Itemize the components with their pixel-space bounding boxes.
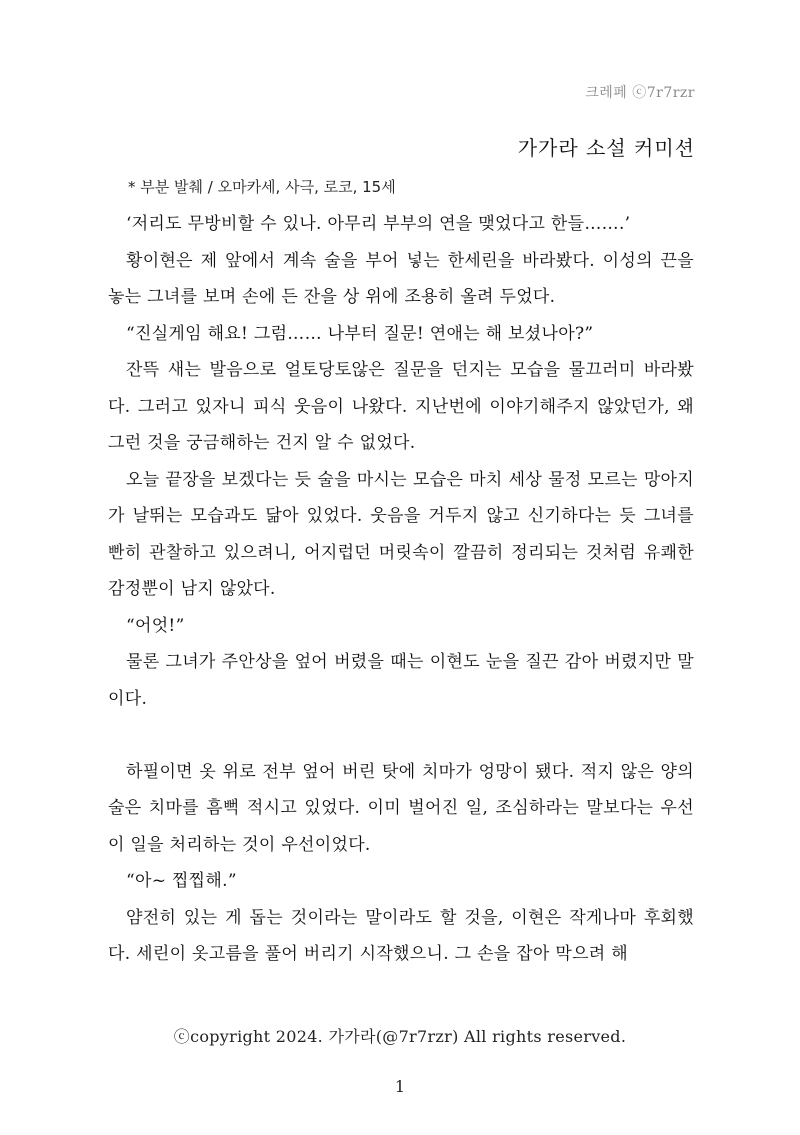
copyright-notice: ⓒcopyright 2024. 가가라(@7r7rzr) All rights reserved.	[173, 1027, 627, 1046]
excerpt-meta-line: * 부분 발췌 / 오마카세, 사극, 로코, 15세	[128, 178, 396, 196]
paragraph: 황이현은 제 앞에서 계속 술을 부어 넣는 한세린을 바라봤다. 이성의 끈을 놓는 그녀를 보며 손에 든 잔을 상 위에 조용히 올려 두었다.	[108, 250, 694, 307]
paragraph: 물론 그녀가 주안상을 엎어 버렸을 때는 이현도 눈을 질끈 감아 버렸지만 말이다.	[108, 652, 694, 709]
paragraph: “아~ 찝찝해.”	[126, 871, 237, 891]
paragraph-spacer	[108, 717, 694, 754]
paragraph: 오늘 끝장을 보겠다는 듯 술을 마시는 모습은 마치 세상 물정 모르는 망아지가 날뛰는 모습과도 닮아 있었다. 웃음을 거두지 않고 신기하다는 듯 그녀를 빤히 관찰하고 있으려니, 어지럽던 머릿속이 깔끔히 정리되는 것처럼 유쾌한 감정뿐이 남지 않았다.	[108, 469, 694, 599]
page-number: 1	[394, 1077, 406, 1096]
paragraph: 하필이면 옷 위로 전부 엎어 버린 탓에 치마가 엉망이 됐다. 적지 않은 양의 술은 치마를 흠뻑 적시고 있었다. 이미 벌어진 일, 조심하라는 말보다는 우선 이 일을 처리하는 것이 우선이었다.	[108, 761, 694, 855]
watermark: 크레페 ⓒ7r7rzr	[585, 85, 695, 101]
paragraph: 얌전히 있는 게 돕는 것이라는 말이라도 할 것을, 이현은 작게나마 후회했다. 세린이 옷고름을 풀어 버리기 시작했으니. 그 손을 잡아 막으려 해	[108, 907, 694, 964]
document-title: 가가라 소설 커미션	[517, 136, 695, 160]
paragraph: “어엇!”	[126, 615, 185, 636]
paragraph: ‘저리도 무방비할 수 있나. 아무리 부부의 연을 맺었다고 한들…….’	[126, 214, 631, 234]
story-body	[108, 206, 694, 973]
paragraph: 잔뜩 새는 발음으로 얼토당토않은 질문을 던지는 모습을 물끄러미 바라봤다. 그러고 있자니 피식 웃음이 나왔다. 지난번에 이야기해주지 않았던가, 왜 그런 것을 궁금해하는 건지 알 수 없었다.	[108, 360, 694, 453]
paragraph: “진실게임 해요! 그럼…… 나부터 질문! 연애는 해 보셨나아?”	[126, 323, 594, 344]
